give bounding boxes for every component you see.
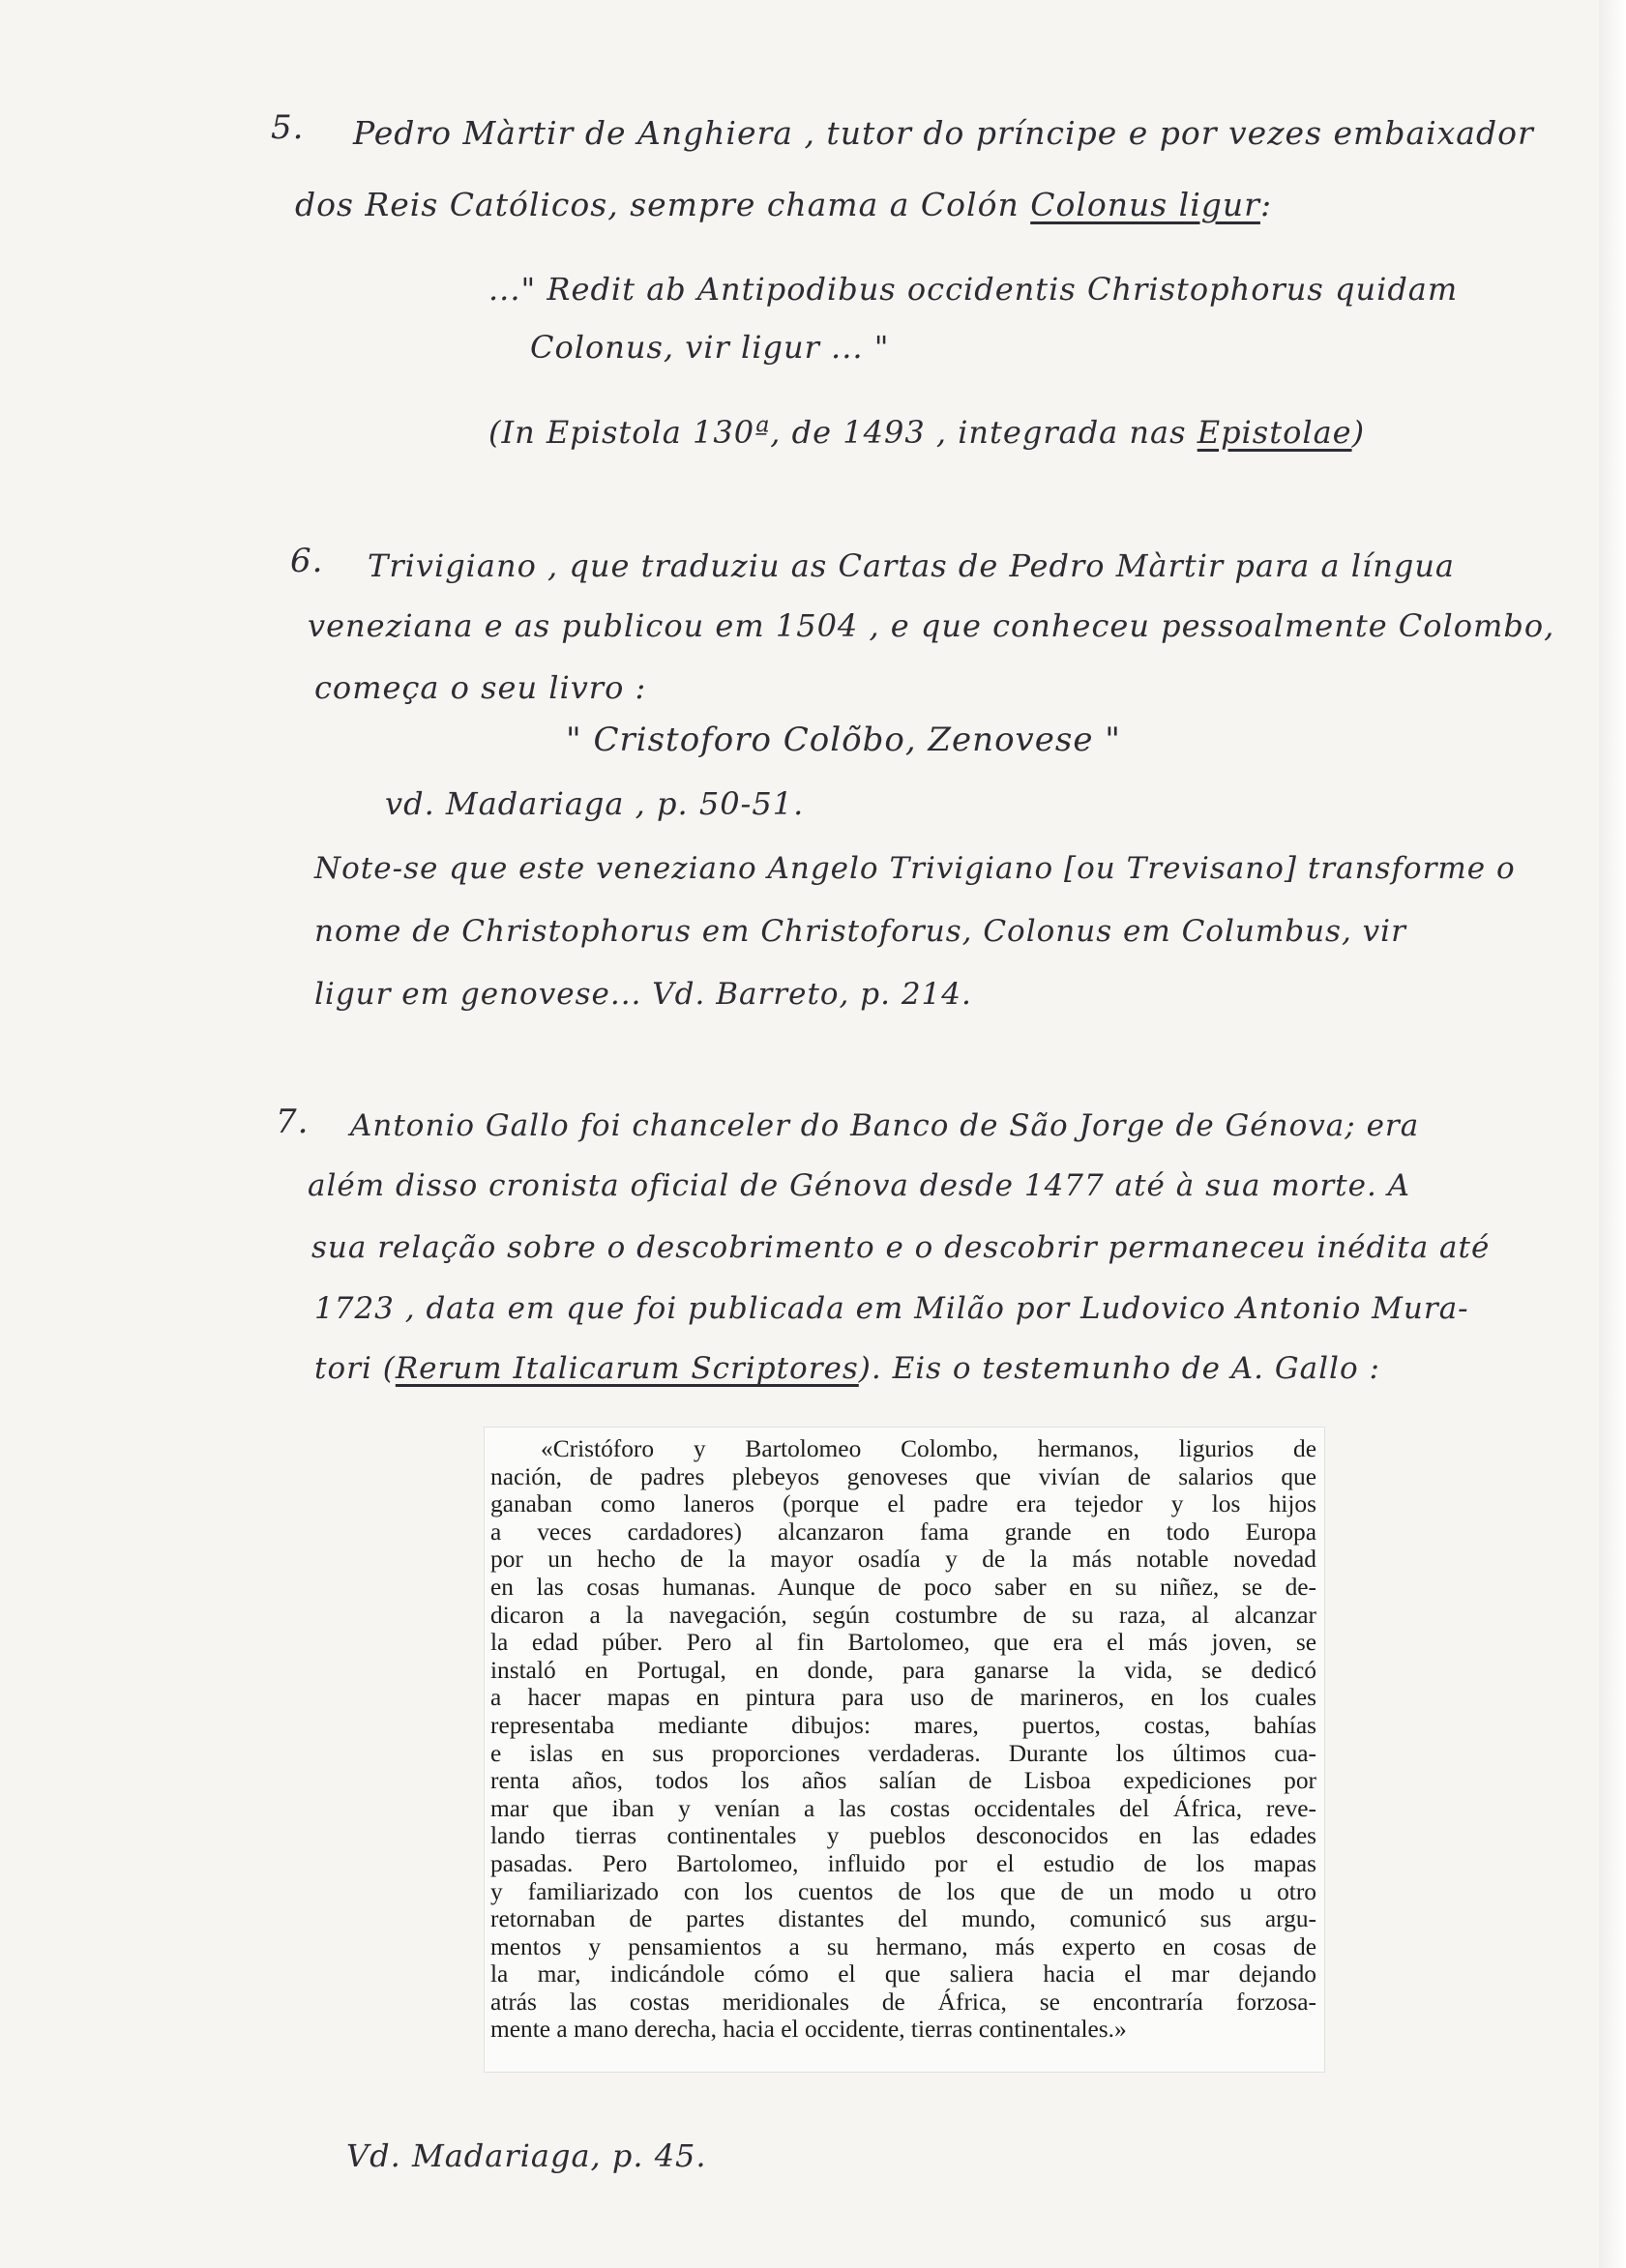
footer-reference: Vd. Madariaga, p. 45. xyxy=(346,2137,707,2174)
section-5-colonus-ligur: Colonus ligur xyxy=(1030,186,1260,223)
clipping-line: y familiarizado con los cuentos de los que de un modo u otro xyxy=(490,1877,1316,1905)
clipping-line: mente a mano derecha, hacia el occidente, tierras continentales.» xyxy=(490,2016,1127,2044)
clipping-line: nación, de padres plebeyos genoveses que vivían de salarios que xyxy=(490,1462,1316,1490)
printed-clipping xyxy=(484,1427,1325,2073)
section-5-line-2-end: : xyxy=(1259,186,1273,223)
clipping-line: la edad púber. Pero al fin Bartolomeo, que era el más joven, se xyxy=(490,1629,1316,1657)
clipping-line: atrás las costas meridionales de África, se encontraría forzosa- xyxy=(490,1988,1316,2016)
clipping-line: instaló en Portugal, en donde, para ganarse la vida, se dedicó xyxy=(490,1656,1316,1684)
section-5-line-2-start: dos Reis Católicos, sempre chama a Colón xyxy=(295,186,1020,223)
section-7-line-5-start: tori ( xyxy=(314,1351,396,1386)
section-7-number: 7. xyxy=(276,1103,310,1141)
clipping-line: «Cristóforo y Bartolomeo Colombo, hermanos, ligurios de xyxy=(541,1435,1316,1462)
clipping-line: a veces cardadores) alcanzaron fama grande en todo Europa xyxy=(490,1517,1316,1546)
clipping-line: e islas en sus proporciones verdaderas. Durante los últimos cua- xyxy=(490,1739,1316,1767)
clipping-line: mentos y pensamientos a su hermano, más experto en cosas de xyxy=(490,1932,1316,1960)
clipping-line: a hacer mapas en pintura para uso de marineros, en los cuales xyxy=(490,1684,1316,1712)
section-5-quote-line-1: ..." Redit ab Antipodibus occidentis Christophorus quidam xyxy=(488,271,1459,308)
section-5-citation-start: (In Epistola 130ª, de 1493 , integrada nas xyxy=(488,414,1187,451)
section-6-line-2: veneziana e as publicou em 1504 , e que conheceu pessoalmente Colombo, xyxy=(308,607,1555,644)
clipping-line: lando tierras continentales y pueblos desconocidos en las edades xyxy=(490,1822,1316,1850)
section-7-line-2: além disso cronista oficial de Génova desde 1477 até à sua morte. A xyxy=(308,1168,1411,1203)
section-7-line-1: Antonio Gallo foi chanceler do Banco de São Jorge de Génova; era xyxy=(350,1108,1420,1143)
clipping-line: pasadas. Pero Bartolomeo, influido por el estudio de los mapas xyxy=(490,1849,1316,1877)
section-7-line-5 xyxy=(314,1351,1380,1386)
section-5-number: 5. xyxy=(271,108,305,147)
section-7-line-4: 1723 , data em que foi publicada em Milão por Ludovico Antonio Mura- xyxy=(314,1291,1469,1326)
section-5-line-2 xyxy=(295,186,1272,223)
clipping-line: ganaban como laneros (porque el padre era tejedor y los hijos xyxy=(490,1490,1316,1518)
clipping-line: por un hecho de la mayor osadía y de la más notable novedad xyxy=(490,1546,1316,1574)
clipping-line: en las cosas humanas. Aunque de poco saber en su niñez, se de- xyxy=(490,1573,1316,1601)
clipping-line: mar que iban y venían a las costas occidentales del África, reve- xyxy=(490,1794,1316,1822)
clipping-line: representaba mediante dibujos: mares, puertos, costas, bahías xyxy=(490,1711,1316,1739)
clipping-line: renta años, todos los años salían de Lisboa expediciones por xyxy=(490,1767,1316,1795)
section-6-quote: " Cristoforo Colõbo, Zenovese " xyxy=(566,721,1121,759)
section-5-quote-line-2: Colonus, vir ligur ... " xyxy=(530,329,890,366)
section-5-line-1: Pedro Màrtir de Anghiera , tutor do príncipe e por vezes embaixador xyxy=(353,114,1534,152)
section-7-line-5-end: ). Eis o testemunho de A. Gallo : xyxy=(858,1351,1380,1386)
clipping-line: dicaron a la navegación, según costumbre de su raza, al alcanzar xyxy=(490,1601,1316,1629)
clipping-line: la mar, indicándole cómo el que saliera hacia el mar dejando xyxy=(490,1960,1316,1988)
section-6-line-1: Trivigiano , que traduziu as Cartas de Pedro Màrtir para a língua xyxy=(368,547,1455,584)
section-5-epistolae: Epistolae xyxy=(1197,414,1352,451)
section-6-ref: vd. Madariaga , p. 50-51. xyxy=(385,785,805,822)
section-6-note-line-3: ligur em genovese... Vd. Barreto, p. 214. xyxy=(314,977,972,1012)
clipping-line: retornaban de partes distantes del mundo, comunicó sus argu- xyxy=(490,1905,1316,1933)
section-6-note-line-2: nome de Christophorus em Christoforus, Colonus em Columbus, vir xyxy=(314,914,1406,949)
section-5-citation xyxy=(488,414,1365,451)
section-6-number: 6. xyxy=(290,542,324,580)
section-6-line-3: começa o seu livro : xyxy=(314,669,647,706)
section-5-citation-end: ) xyxy=(1351,414,1366,451)
section-6-note-line-1: Note-se que este veneziano Angelo Trivigiano [ou Trevisano] transforme o xyxy=(314,851,1516,886)
section-7-line-3: sua relação sobre o descobrimento e o descobrir permaneceu inédita até xyxy=(311,1230,1491,1265)
page-edge xyxy=(1599,0,1626,2268)
section-7-rerum-italicarum: Rerum Italicarum Scriptores xyxy=(395,1351,859,1386)
